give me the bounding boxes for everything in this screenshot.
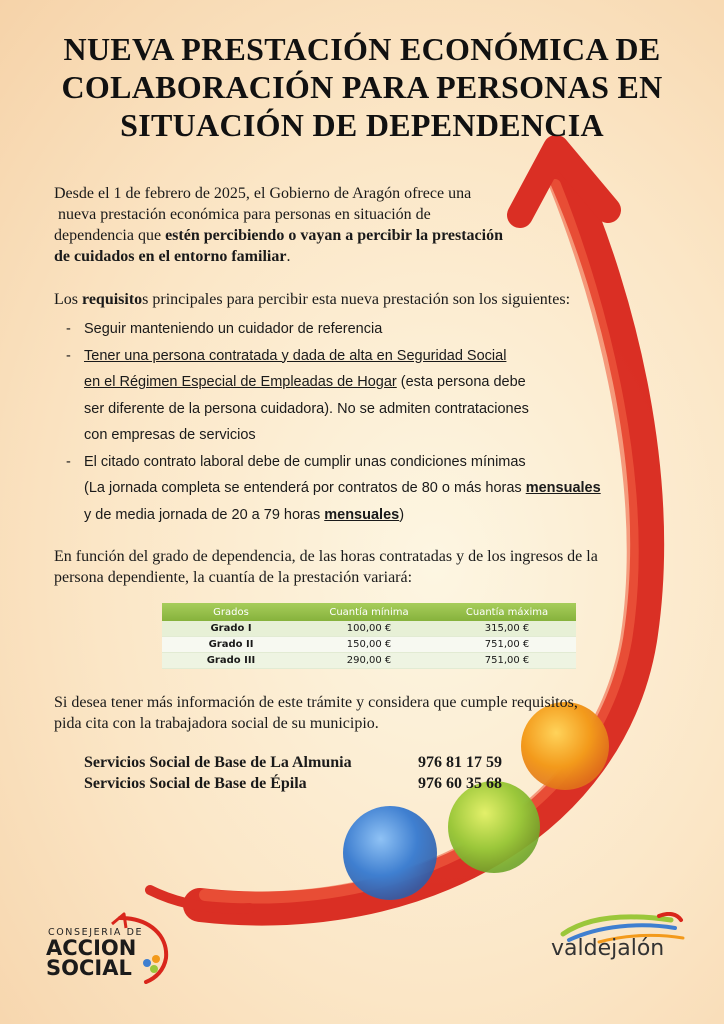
list-dash: - [66,321,71,337]
list-item-text: Tener una persona contratada y dada de alta en Seguridad Social [84,347,507,364]
table-cell: Grado III [162,653,300,669]
intro-text: . [286,248,291,265]
req-intro-bold: requisito [82,291,143,308]
contact-row [84,773,502,794]
list-item-text: ) [399,506,405,523]
list-item-text: y de media jornada de 20 a 79 horas [84,506,325,523]
green-ball [448,781,540,873]
table-cell: Grado I [162,621,300,637]
title-line: SITUACIÓN DE DEPENDENCIA [120,107,604,143]
intro-paragraph [54,183,574,267]
info-paragraph [54,692,578,734]
valdejalon-logo [545,912,685,982]
table-row [162,621,576,637]
list-item [64,449,601,476]
logo-text: CONSEJERIA DE [48,927,144,938]
table-header: Cuantía máxima [438,603,576,621]
contact-name: Servicios Social de Base de Épila [84,775,307,792]
table-cell: Grado II [162,637,300,653]
title-line: NUEVA PRESTACIÓN ECONÓMICA DE [63,31,661,67]
table-cell: 290,00 € [300,653,438,669]
amount-line: En función del grado de dependencia, de las horas contratadas y de los ingresos de la [54,548,598,565]
blue-ball [343,806,437,900]
amount-paragraph [54,546,654,588]
table-header: Cuantía mínima [300,603,438,621]
list-item [64,316,601,343]
table-header: Grados [162,603,300,621]
table-cell: 150,00 € [300,637,438,653]
list-item-text: (La jornada completa se entenderá por contratos de 80 o más horas [84,480,526,496]
logo-text-line: SOCIAL [46,956,132,980]
contact-phone[interactable]: 976 60 35 68 [418,775,502,792]
list-item [64,343,601,370]
contact-row [84,752,502,773]
amount-line: persona dependiente, la cuantía de la prestación variará: [54,569,413,586]
amount-table [162,603,576,669]
info-line: Si desea tener más información de este trámite y considera que cumple requisitos, [54,694,578,711]
intro-text: dependencia que [54,227,166,244]
list-item-text: Seguir manteniendo un cuidador de referencia [84,321,383,337]
list-item-continuation [64,369,601,396]
table-cell: 100,00 € [300,621,438,637]
list-item-text: en el Régimen Especial de Empleadas de Hogar [84,374,397,390]
contact-name: Servicios Social de Base de La Almunia [84,754,352,771]
intro-bold: estén percibiendo o vayan a percibir la prestación [165,227,503,244]
list-item-bold: mensuales [525,480,601,496]
list-dash: - [66,453,71,470]
intro-line [54,225,574,246]
list-dash: - [66,347,71,364]
intro-bold: de cuidados en el entorno familiar [54,248,287,265]
page-title [30,30,694,144]
list-item-text: con empresas de servicios [84,427,256,443]
req-intro-text: Los [54,291,82,308]
info-line: pida cita con la trabajadora social de su municipio. [54,715,379,732]
list-item-continuation [64,502,601,529]
list-item-text: ser diferente de la persona cuidadora). No se admiten contrataciones [84,400,529,417]
contact-phone[interactable]: 976 81 17 59 [418,754,502,771]
logo-text [46,938,136,978]
intro-line [54,246,574,267]
table-row [162,637,576,653]
list-item-bold: mensuales [324,506,400,523]
table-cell: 315,00 € [438,621,576,637]
table-row [162,653,576,669]
table-header-row [162,603,576,621]
logo-text-line: ACCION [46,936,137,960]
list-item-text: (esta persona debe [396,374,526,390]
title-line: COLABORACIÓN PARA PERSONAS EN [61,69,663,105]
requirements-list [64,316,601,528]
accion-social-logo [40,918,170,988]
req-intro-text: s principales para percibir esta nueva prestación son los siguientes: [142,291,571,308]
contacts-list [84,752,502,794]
intro-line: Desde el 1 de febrero de 2025, el Gobierno de Aragón ofrece una [54,185,472,202]
table-cell: 751,00 € [438,653,576,669]
table-cell: 751,00 € [438,637,576,653]
requirements-intro [54,289,570,310]
list-item-continuation [64,396,601,423]
list-item-continuation [64,422,601,449]
list-item-text: El citado contrato laboral debe de cumplir unas condiciones mínimas [84,453,526,470]
logo-text: valdejalón [551,936,665,961]
intro-line: nueva prestación económica para personas en situación de [54,206,431,223]
list-item-continuation [64,475,601,502]
